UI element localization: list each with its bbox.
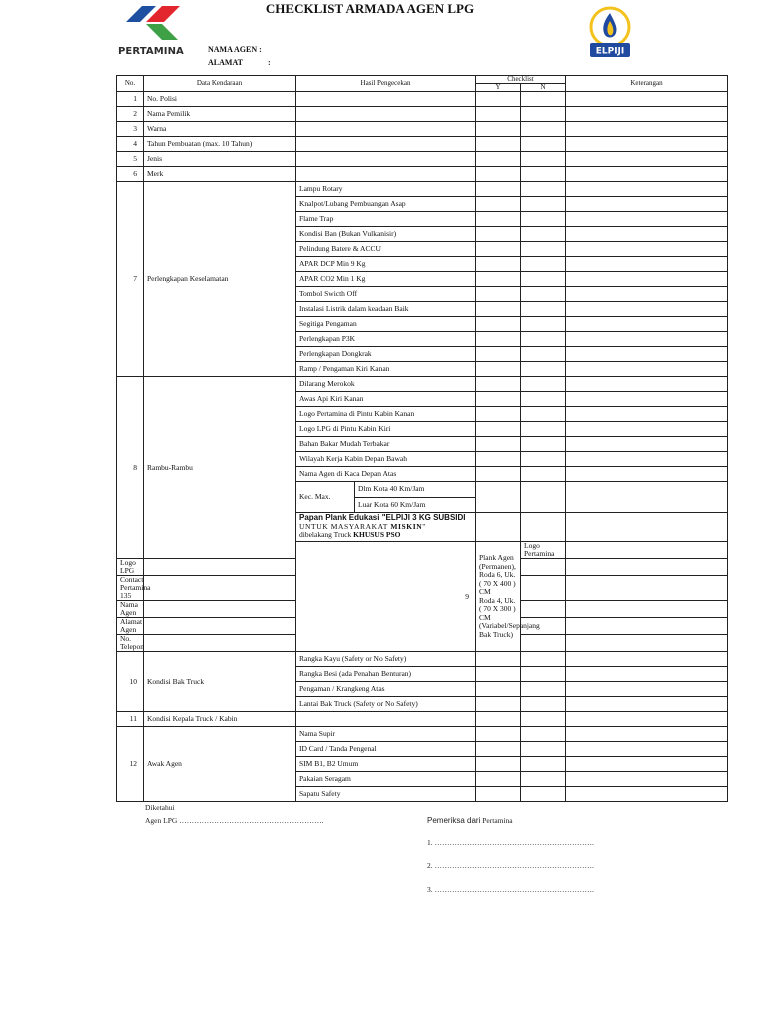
notes-cell[interactable] xyxy=(566,347,728,362)
notes-cell[interactable] xyxy=(566,467,728,482)
checklist-table xyxy=(116,75,728,802)
check-y[interactable] xyxy=(476,92,521,107)
notes-cell[interactable] xyxy=(566,242,728,257)
check-y[interactable] xyxy=(476,122,521,137)
table-row: Awas Api Kiri Kanan xyxy=(117,392,728,407)
table-row: No. Telepon xyxy=(117,635,728,652)
table-row: APAR DCP Min 9 Kg xyxy=(117,257,728,272)
speed-in-city: Dlm Kota 40 Km/Jam xyxy=(355,482,476,497)
notes-cell[interactable] xyxy=(566,392,728,407)
pertamina-brand-text: PERTAMINA xyxy=(118,46,184,57)
check-n[interactable] xyxy=(521,377,566,392)
check-y[interactable] xyxy=(476,757,521,772)
notes-cell[interactable] xyxy=(566,92,728,107)
inspector-signature-3[interactable]: 3. ………………………………………………………. xyxy=(427,885,594,894)
notes-cell[interactable] xyxy=(566,122,728,137)
notes-cell[interactable] xyxy=(566,272,728,287)
check-n[interactable] xyxy=(521,772,566,787)
check-y[interactable] xyxy=(476,317,521,332)
check-y[interactable] xyxy=(476,182,521,197)
check-y[interactable] xyxy=(476,377,521,392)
result-cell[interactable] xyxy=(296,137,476,152)
check-n[interactable] xyxy=(521,92,566,107)
check-y[interactable] xyxy=(476,513,521,542)
check-n[interactable] xyxy=(521,635,566,652)
table-row: 6 Merk xyxy=(117,167,728,182)
table-row: Kondisi Ban (Bukan Vulkanisir) xyxy=(117,227,728,242)
notes-cell[interactable] xyxy=(566,212,728,227)
check-y[interactable] xyxy=(476,682,521,697)
agent-lpg-signature-line[interactable]: Agen LPG …………………………………………………. xyxy=(145,816,324,825)
notes-cell[interactable] xyxy=(566,257,728,272)
table-row: 9 Plank Agen (Permanen), Roda 6, Uk. ( 70 X 400 ) CM Roda 4, Uk. ( 70 X 300 ) CM (Variabel/Sepanjang Bak Truck) Logo Pertamina xyxy=(117,542,728,559)
check-n[interactable] xyxy=(521,422,566,437)
table-row: 7 Perlengkapan Keselamatan Lampu Rotary xyxy=(117,182,728,197)
check-y[interactable] xyxy=(476,272,521,287)
page-title: CHECKLIST ARMADA AGEN LPG xyxy=(265,1,475,16)
notes-cell[interactable] xyxy=(566,107,728,122)
notes-cell[interactable] xyxy=(566,787,728,802)
check-n[interactable] xyxy=(521,122,566,137)
notes-cell[interactable] xyxy=(566,377,728,392)
check-y[interactable] xyxy=(476,227,521,242)
check-y[interactable] xyxy=(144,559,296,576)
check-y[interactable] xyxy=(144,618,296,635)
check-y[interactable] xyxy=(476,152,521,167)
table-row: 5 Jenis xyxy=(117,152,728,167)
check-y[interactable] xyxy=(476,652,521,667)
speed-out-city: Luar Kota 60 Km/Jam xyxy=(358,499,426,509)
table-row: Pengaman / Krangkeng Atas xyxy=(117,682,728,697)
check-n[interactable] xyxy=(521,757,566,772)
check-y[interactable] xyxy=(476,482,521,513)
check-y[interactable] xyxy=(476,452,521,467)
check-n[interactable] xyxy=(521,652,566,667)
notes-cell[interactable] xyxy=(566,513,728,542)
agent-name-label: NAMA AGEN : xyxy=(208,45,262,54)
check-y[interactable] xyxy=(566,542,728,559)
check-y[interactable] xyxy=(476,787,521,802)
check-n[interactable] xyxy=(521,727,566,742)
address-colon: : xyxy=(268,58,271,67)
table-row: ID Card / Tanda Pengenal xyxy=(117,742,728,757)
check-y[interactable] xyxy=(476,667,521,682)
table-row: 3 Warna xyxy=(117,122,728,137)
check-y[interactable] xyxy=(476,137,521,152)
check-n[interactable] xyxy=(521,227,566,242)
table-row: 8 Rambu-Rambu Dilarang Merokok xyxy=(117,377,728,392)
check-y[interactable] xyxy=(476,392,521,407)
check-n[interactable] xyxy=(521,667,566,682)
notes-cell[interactable] xyxy=(566,742,728,757)
table-row: Lantai Bak Truck (Safety or No Safety) xyxy=(117,697,728,712)
header-result: Hasil Pengecekan xyxy=(296,76,476,92)
result-cell[interactable] xyxy=(296,167,476,182)
notes-cell[interactable] xyxy=(566,576,728,601)
table-row: Logo LPG xyxy=(117,559,728,576)
check-n[interactable] xyxy=(521,347,566,362)
table-row: Perlengkapan Dongkrak xyxy=(117,347,728,362)
table-row: Nama Agen xyxy=(117,601,728,618)
check-y[interactable] xyxy=(144,635,296,652)
check-n[interactable] xyxy=(521,332,566,347)
check-n[interactable] xyxy=(521,107,566,122)
notes-cell[interactable] xyxy=(566,182,728,197)
check-y[interactable] xyxy=(476,212,521,227)
check-n[interactable] xyxy=(521,197,566,212)
table-row: Pelindung Batere & ACCU xyxy=(117,242,728,257)
table-row: Pakaian Seragam xyxy=(117,772,728,787)
notes-cell[interactable] xyxy=(566,302,728,317)
header-vehicle-data: Data Kendaraan xyxy=(144,76,296,92)
check-y[interactable] xyxy=(476,422,521,437)
check-y[interactable] xyxy=(476,197,521,212)
table-row: Flame Trap xyxy=(117,212,728,227)
notes-cell[interactable] xyxy=(566,317,728,332)
check-n[interactable] xyxy=(521,242,566,257)
table-row: Instalasi Listrik dalam keadaan Baik xyxy=(117,302,728,317)
notes-cell[interactable] xyxy=(566,682,728,697)
check-y[interactable] xyxy=(476,242,521,257)
table-row: Ramp / Pengaman Kiri Kanan xyxy=(117,362,728,377)
notes-cell[interactable] xyxy=(566,559,728,576)
check-n[interactable] xyxy=(521,601,566,618)
education-board-cell: Papan Plank Edukasi "ELPIJI 3 KG SUBSIDI UNTUK MASYARAKAT MISKIN" dibelakang Truck KHUSUS PSO xyxy=(296,513,476,542)
table-row: 10 Kondisi Bak Truck Rangka Kayu (Safety or No Safety) xyxy=(117,652,728,667)
check-y[interactable] xyxy=(476,332,521,347)
check-y[interactable] xyxy=(476,712,521,727)
notes-cell[interactable] xyxy=(566,362,728,377)
check-n[interactable] xyxy=(521,513,566,542)
check-y[interactable] xyxy=(476,467,521,482)
table-row: Nama Agen di Kaca Depan Atas xyxy=(117,467,728,482)
table-row: Logo LPG di Pintu Kabin Kiri xyxy=(117,422,728,437)
speed-limit-cell xyxy=(296,482,476,513)
check-n[interactable] xyxy=(521,787,566,802)
notes-cell[interactable] xyxy=(566,712,728,727)
check-n[interactable] xyxy=(521,257,566,272)
check-n[interactable] xyxy=(521,697,566,712)
table-row: 12 Awak Agen Nama Supir xyxy=(117,727,728,742)
plank-agen-label: Plank Agen (Permanen), Roda 6, Uk. ( 70 X 400 ) CM Roda 4, Uk. ( 70 X 300 ) CM (Variabel/Sepanjang Bak Truck) xyxy=(476,542,521,652)
check-n[interactable] xyxy=(521,467,566,482)
header-checklist: Checklist xyxy=(476,76,566,84)
check-y[interactable] xyxy=(476,257,521,272)
check-n[interactable] xyxy=(521,302,566,317)
notes-cell[interactable] xyxy=(566,452,728,467)
table-row: Logo Pertamina di Pintu Kabin Kanan xyxy=(117,407,728,422)
notes-cell[interactable] xyxy=(566,152,728,167)
check-n[interactable] xyxy=(521,482,566,513)
notes-cell[interactable] xyxy=(566,137,728,152)
check-n[interactable] xyxy=(521,452,566,467)
table-row: 11 Kondisi Kepala Truck / Kabin xyxy=(117,712,728,727)
notes-cell[interactable] xyxy=(566,332,728,347)
inspector-signature-2[interactable]: 2. ………………………………………………………. xyxy=(427,861,594,870)
check-y[interactable] xyxy=(476,437,521,452)
notes-cell[interactable] xyxy=(566,227,728,242)
check-y[interactable] xyxy=(476,347,521,362)
notes-cell[interactable] xyxy=(566,167,728,182)
check-y[interactable] xyxy=(476,772,521,787)
check-n[interactable] xyxy=(521,559,566,576)
check-n[interactable] xyxy=(521,576,566,601)
table-row: Tombol Swicth Off xyxy=(117,287,728,302)
notes-cell[interactable] xyxy=(566,407,728,422)
notes-cell[interactable] xyxy=(566,287,728,302)
speed-label: Kec. Max. xyxy=(296,482,355,512)
check-n[interactable] xyxy=(521,392,566,407)
check-n[interactable] xyxy=(521,272,566,287)
inspector-label: Pemeriksa dari Pertamina xyxy=(427,816,513,825)
check-n[interactable] xyxy=(521,362,566,377)
notes-cell[interactable] xyxy=(566,697,728,712)
check-y[interactable] xyxy=(476,742,521,757)
check-y[interactable] xyxy=(144,601,296,618)
address-label: ALAMAT xyxy=(208,58,243,67)
table-row: Perlengkapan P3K xyxy=(117,332,728,347)
table-row: Wilayah Kerja Kabin Depan Bawah xyxy=(117,452,728,467)
check-n[interactable] xyxy=(521,167,566,182)
result-cell[interactable] xyxy=(296,712,476,727)
result-cell[interactable] xyxy=(296,107,476,122)
check-y[interactable] xyxy=(476,697,521,712)
check-y[interactable] xyxy=(476,302,521,317)
check-y[interactable] xyxy=(476,287,521,302)
known-label: Diketahui xyxy=(145,803,175,812)
table-row: Rangka Besi (ada Penahan Benturan) xyxy=(117,667,728,682)
check-n[interactable] xyxy=(521,682,566,697)
elpiji-logo xyxy=(586,5,634,63)
notes-cell[interactable] xyxy=(566,652,728,667)
table-row: Alamat Agen xyxy=(117,618,728,635)
check-n[interactable] xyxy=(521,407,566,422)
table-row: Sapatu Safety xyxy=(117,787,728,802)
check-y[interactable] xyxy=(476,167,521,182)
table-row: APAR CO2 Min 1 Kg xyxy=(117,272,728,287)
table-row: SIM B1, B2 Umum xyxy=(117,757,728,772)
notes-cell[interactable] xyxy=(566,618,728,635)
result-cell[interactable] xyxy=(296,92,476,107)
check-n[interactable] xyxy=(521,712,566,727)
table-row: Contact Pertamina 135 xyxy=(117,576,728,601)
notes-cell[interactable] xyxy=(566,635,728,652)
table-row: 2 Nama Pemilik xyxy=(117,107,728,122)
table-row: 4 Tahun Pembuatan (max. 10 Tahun) xyxy=(117,137,728,152)
check-y[interactable] xyxy=(476,727,521,742)
table-row: Segitiga Pengaman xyxy=(117,317,728,332)
check-n[interactable] xyxy=(521,182,566,197)
check-y[interactable] xyxy=(476,107,521,122)
check-y[interactable] xyxy=(144,576,296,601)
header-notes: Keterangan xyxy=(566,76,728,92)
header-yes: Y xyxy=(476,84,521,92)
table-row: Knalpot/Lubang Pembuangan Asap xyxy=(117,197,728,212)
result-cell[interactable] xyxy=(296,152,476,167)
notes-cell[interactable] xyxy=(566,757,728,772)
check-y[interactable] xyxy=(476,362,521,377)
table-row: Bahan Bakar Mudah Terbakar xyxy=(117,437,728,452)
check-n[interactable] xyxy=(521,437,566,452)
notes-cell[interactable] xyxy=(566,482,728,513)
notes-cell[interactable] xyxy=(566,197,728,212)
notes-cell[interactable] xyxy=(566,667,728,682)
header-no: No. xyxy=(117,76,144,92)
notes-cell[interactable] xyxy=(566,772,728,787)
notes-cell[interactable] xyxy=(566,422,728,437)
check-y[interactable] xyxy=(476,407,521,422)
check-n[interactable] xyxy=(521,212,566,227)
inspector-signature-1[interactable]: 1. ………………………………………………………. xyxy=(427,838,594,847)
notes-cell[interactable] xyxy=(566,437,728,452)
agent-fields xyxy=(208,43,271,69)
check-n[interactable] xyxy=(521,742,566,757)
notes-cell[interactable] xyxy=(566,727,728,742)
check-n[interactable] xyxy=(521,152,566,167)
check-n[interactable] xyxy=(521,317,566,332)
notes-cell[interactable] xyxy=(566,601,728,618)
education-line-1: Papan Plank Edukasi "ELPIJI 3 KG SUBSIDI xyxy=(299,513,466,523)
check-n[interactable] xyxy=(521,137,566,152)
elpiji-logo-text: ELPIJI xyxy=(595,46,625,57)
result-cell[interactable] xyxy=(296,122,476,137)
header-no-col: N xyxy=(521,84,566,92)
table-row: 1 No. Polisi xyxy=(117,92,728,107)
check-n[interactable] xyxy=(521,287,566,302)
